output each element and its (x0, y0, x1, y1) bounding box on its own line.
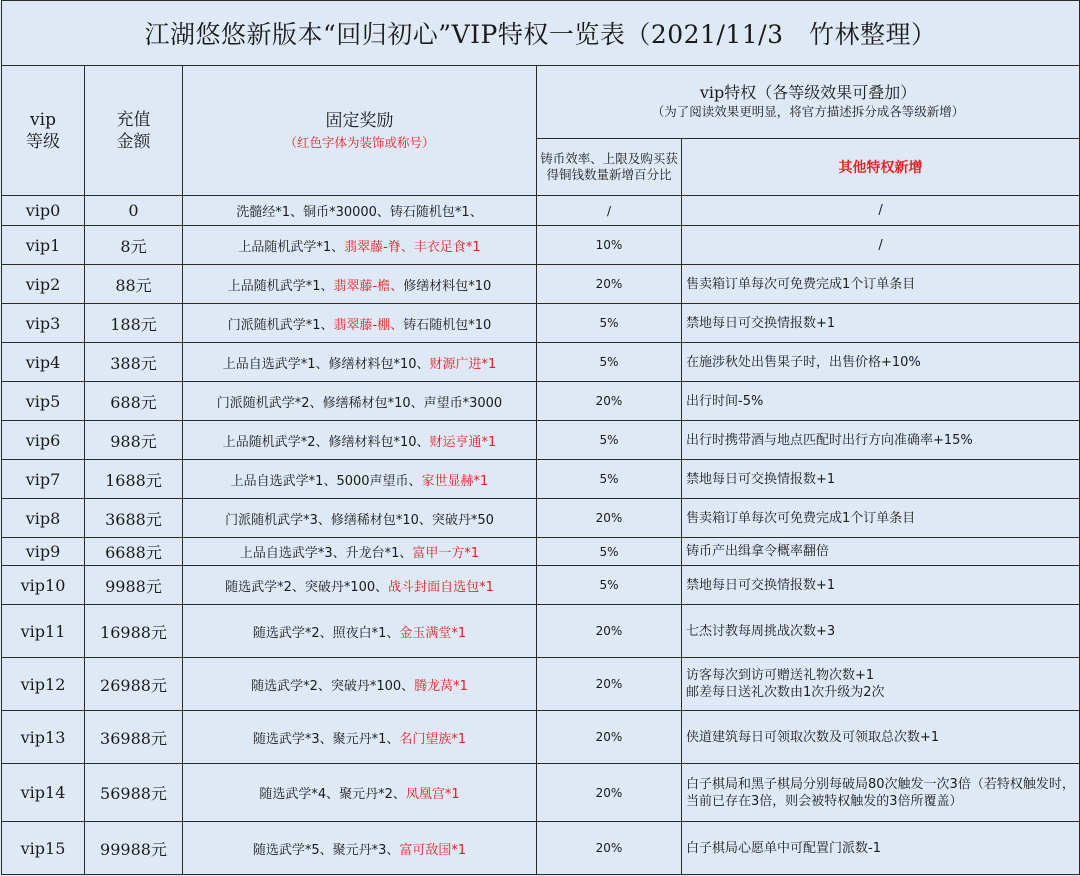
coin-percent-cell: 5% (537, 460, 682, 499)
vip-level-cell: vip5 (2, 382, 85, 421)
reward-text: 门派随机武学*3、修缮稀材包*10、突破丹*50 (225, 512, 494, 528)
other-privilege-cell: 访客每次到访可赠送礼物次数+1 邮差每日送礼次数由1次升级为2次 (682, 658, 1080, 711)
reward-text: 铸石随机包*10 (403, 317, 492, 333)
reward-decoration-text: 财源广进*1 (429, 356, 497, 372)
reward-text: 洗髓经*1、铜币*30000、铸石随机包*1、 (236, 205, 483, 220)
reward-decoration-text: 家世显赫*1 (421, 473, 489, 489)
reward-text: 上品随机武学*1、 (227, 278, 334, 294)
coin-percent-cell: 5% (537, 304, 682, 343)
amount-cell: 188元 (85, 304, 183, 343)
reward-cell (183, 421, 537, 460)
other-privilege-cell: 出行时间-5% (682, 382, 1080, 421)
amount-cell: 99988元 (85, 822, 183, 875)
reward-text: 随选武学*4、聚元丹*2、 (259, 787, 406, 802)
reward-cell (183, 196, 537, 226)
reward-cell (183, 566, 537, 605)
amount-cell: 9988元 (85, 566, 183, 605)
coin-percent-cell: 20% (537, 265, 682, 304)
table-row (2, 226, 1080, 265)
vip-level-cell: vip3 (2, 304, 85, 343)
reward-decoration-text: 翡翠藤-棚、 (333, 317, 404, 333)
amount-cell: 0 (85, 196, 183, 226)
header-amount: 充值 金额 (85, 66, 183, 196)
reward-decoration-text: 富可敌国*1 (399, 842, 467, 858)
table-row (2, 538, 1080, 566)
other-privilege-cell: 售卖箱订单每次可免费完成1个订单条目 (682, 265, 1080, 304)
reward-cell (183, 538, 537, 566)
vip-level-cell: vip4 (2, 343, 85, 382)
amount-cell: 8元 (85, 226, 183, 265)
reward-decoration-text: 翡翠藤-脊、丰衣足食*1 (344, 239, 481, 255)
amount-cell: 88元 (85, 265, 183, 304)
vip-level-cell: vip12 (2, 658, 85, 711)
reward-cell (183, 764, 537, 822)
amount-cell: 56988元 (85, 764, 183, 822)
coin-percent-cell: 10% (537, 226, 682, 265)
table-row (2, 460, 1080, 499)
reward-text: 随选武学*2、突破丹*100、 (225, 579, 389, 595)
other-privilege-cell: 禁地每日可交换情报数+1 (682, 304, 1080, 343)
coin-percent-cell: 20% (537, 822, 682, 875)
table-row (2, 382, 1080, 421)
table-row (2, 421, 1080, 460)
table-row (2, 499, 1080, 538)
vip-privilege-table (1, 0, 1080, 875)
table-row (2, 196, 1080, 226)
reward-decoration-text: 凤凰宫*1 (405, 787, 460, 802)
coin-percent-cell: 5% (537, 421, 682, 460)
reward-cell (183, 711, 537, 764)
vip-level-cell: vip0 (2, 196, 85, 226)
vip-level-cell: vip8 (2, 499, 85, 538)
reward-text: 修缮材料包*10 (403, 278, 492, 294)
vip-level-cell: vip13 (2, 711, 85, 764)
page-title: 江湖悠悠新版本“回归初心”VIP特权一览表（2021/11/3 竹林整理） (2, 1, 1080, 66)
other-privilege-cell: 禁地每日可交换情报数+1 (682, 460, 1080, 499)
other-privilege-cell: 在施涉秋处出售果子时，出售价格+10% (682, 343, 1080, 382)
reward-text: 随选武学*3、聚元丹*1、 (252, 731, 400, 747)
other-privilege-cell: 白子棋局和黑子棋局分别每破局80次触发一次3倍（若特权触发时，当前已存在3倍，则会被特权触发的3倍所覆盖） (682, 764, 1080, 822)
other-privilege-cell: 侠道建筑每日可领取次数及可领取总次数+1 (682, 711, 1080, 764)
table-row (2, 605, 1080, 658)
reward-decoration-text: 翡翠藤-檐、 (333, 278, 404, 294)
table-row (2, 822, 1080, 875)
other-privilege-cell: / (682, 226, 1080, 265)
coin-percent-cell: 20% (537, 605, 682, 658)
reward-decoration-text: 财运亨通*1 (429, 434, 497, 450)
header-vip-level: vip 等级 (2, 66, 85, 196)
reward-cell (183, 382, 537, 421)
table-row (2, 566, 1080, 605)
amount-cell: 988元 (85, 421, 183, 460)
reward-text: 上品随机武学*2、修缮材料包*10、 (222, 434, 430, 450)
amount-cell: 16988元 (85, 605, 183, 658)
header-coin-efficiency: 铸币效率、上限及购买获得铜钱数量新增百分比 (537, 139, 682, 196)
vip-level-cell: vip11 (2, 605, 85, 658)
table-row (2, 343, 1080, 382)
amount-cell: 3688元 (85, 499, 183, 538)
amount-cell: 26988元 (85, 658, 183, 711)
reward-text: 门派随机武学*2、修缮稀材包*10、声望币*3000 (216, 395, 503, 411)
reward-text: 门派随机武学*1、 (227, 317, 334, 333)
reward-cell (183, 605, 537, 658)
vip-level-cell: vip14 (2, 764, 85, 822)
reward-cell (183, 822, 537, 875)
coin-percent-cell: 5% (537, 538, 682, 566)
other-privilege-cell: 出行时携带酒与地点匹配时出行方向准确率+15% (682, 421, 1080, 460)
reward-decoration-text: 名门望族*1 (399, 731, 467, 747)
vip-level-cell: vip6 (2, 421, 85, 460)
coin-percent-cell: 20% (537, 764, 682, 822)
coin-percent-cell: 20% (537, 711, 682, 764)
header-fixed-reward (183, 66, 537, 196)
table-row (2, 658, 1080, 711)
reward-decoration-text: 腾龙莴*1 (414, 678, 468, 694)
header-privilege-title: vip特权（各等级效果可叠加） (699, 83, 917, 102)
reward-decoration-text: 战斗封面自选包*1 (388, 579, 494, 595)
header-reward-title: 固定奖励 (325, 110, 394, 131)
reward-cell (183, 265, 537, 304)
vip-level-cell: vip10 (2, 566, 85, 605)
reward-text: 随选武学*2、照夜白*1、 (252, 625, 400, 641)
other-privilege-cell: / (682, 196, 1080, 226)
vip-level-cell: vip1 (2, 226, 85, 265)
table-row (2, 304, 1080, 343)
header-reward-note: （红色字体为装饰或称号） (284, 134, 435, 150)
other-privilege-cell: 七杰讨教每周挑战次数+3 (682, 605, 1080, 658)
vip-level-cell: vip7 (2, 460, 85, 499)
reward-decoration-text: 富甲一方*1 (412, 546, 480, 561)
table-row (2, 764, 1080, 822)
amount-cell: 6688元 (85, 538, 183, 566)
coin-percent-cell: / (537, 196, 682, 226)
reward-text: 上品自选武学*1、5000声望币、 (230, 473, 422, 489)
amount-cell: 688元 (85, 382, 183, 421)
table-row (2, 265, 1080, 304)
reward-text: 上品自选武学*3、升龙台*1、 (239, 546, 413, 561)
reward-text: 上品自选武学*1、修缮材料包*10、 (222, 356, 430, 372)
reward-text: 上品随机武学*1、 (238, 239, 345, 255)
vip-level-cell: vip15 (2, 822, 85, 875)
coin-percent-cell: 5% (537, 566, 682, 605)
amount-cell: 388元 (85, 343, 183, 382)
header-privilege-note: （为了阅读效果更明显，将官方描述拆分成各等级新增） (651, 104, 965, 119)
vip-level-cell: vip2 (2, 265, 85, 304)
coin-percent-cell: 5% (537, 343, 682, 382)
coin-percent-cell: 20% (537, 499, 682, 538)
reward-decoration-text: 金玉满堂*1 (399, 625, 467, 641)
reward-cell (183, 343, 537, 382)
reward-cell (183, 499, 537, 538)
vip-level-cell: vip9 (2, 538, 85, 566)
reward-cell (183, 460, 537, 499)
reward-text: 随选武学*5、聚元丹*3、 (252, 842, 400, 858)
reward-text: 随选武学*2、突破丹*100、 (251, 678, 415, 694)
amount-cell: 1688元 (85, 460, 183, 499)
other-privilege-cell: 售卖箱订单每次可免费完成1个订单条目 (682, 499, 1080, 538)
amount-cell: 36988元 (85, 711, 183, 764)
coin-percent-cell: 20% (537, 658, 682, 711)
coin-percent-cell: 20% (537, 382, 682, 421)
other-privilege-cell: 白子棋局心愿单中可配置门派数-1 (682, 822, 1080, 875)
other-privilege-cell: 铸币产出缉拿令概率翻倍 (682, 538, 1080, 566)
header-vip-privilege (537, 66, 1080, 139)
reward-cell (183, 658, 537, 711)
table-row (2, 711, 1080, 764)
other-privilege-cell: 禁地每日可交换情报数+1 (682, 566, 1080, 605)
header-other-privilege: 其他特权新增 (682, 139, 1080, 196)
reward-cell (183, 226, 537, 265)
reward-cell (183, 304, 537, 343)
